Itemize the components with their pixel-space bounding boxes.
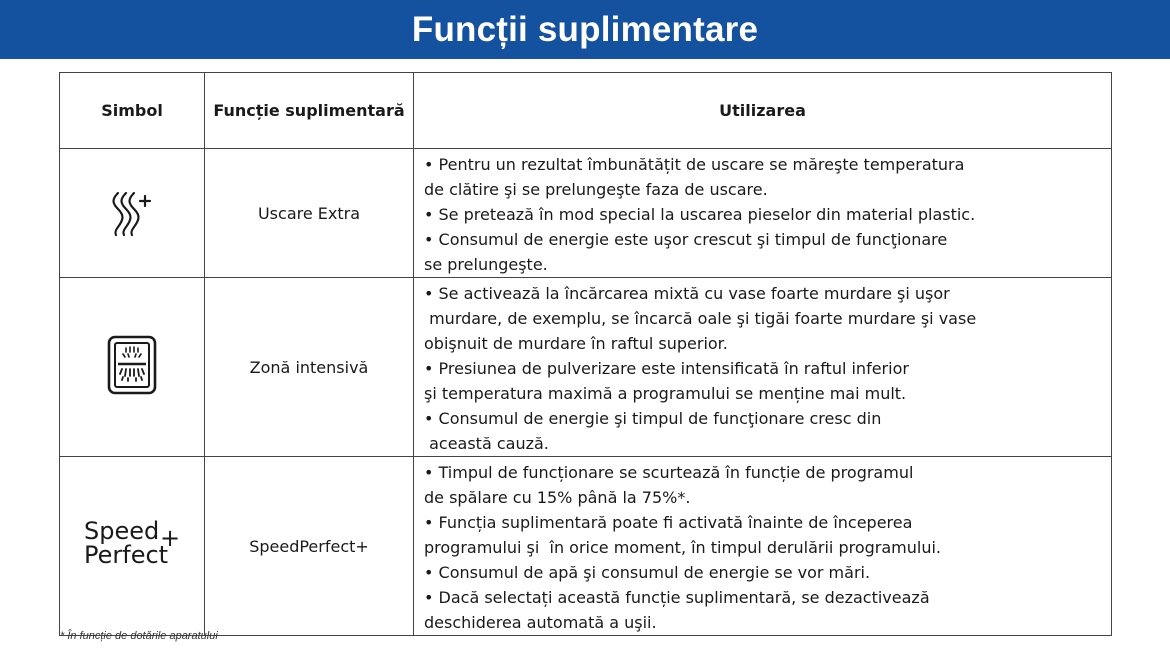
speedperfect-icon-word-speed: Speed [84, 516, 160, 545]
title-banner [0, 0, 1170, 59]
usage-line: • Presiunea de pulverizare este intensificată în raftul inferior [424, 359, 909, 378]
usage-cell [414, 457, 1112, 636]
usage-line: se prelungeşte. [424, 255, 548, 274]
usage-line: • Consumul de energie este uşor crescut şi timpul de funcţionare [424, 230, 948, 249]
function-name: Zonă intensivă [205, 278, 414, 457]
intensive-zone-icon [106, 383, 158, 400]
usage-line: această cauză. [424, 434, 549, 453]
usage-line: de clătire şi se prelungeşte faza de uscare. [424, 180, 768, 199]
table-row [60, 149, 1112, 278]
speedperfect-icon [84, 518, 180, 570]
extra-dry-icon [102, 228, 162, 245]
usage-line: obişnuit de murdare în raftul superior. [424, 334, 728, 353]
usage-line: • Dacă selectați această funcție suplimentară, se dezactivează [424, 588, 930, 607]
table-header-row [60, 73, 1112, 149]
function-name: Uscare Extra [205, 149, 414, 278]
speedperfect-icon-plus: + [160, 523, 181, 552]
usage-line: murdare, de exemplu, se încarcă oale şi tigăi foarte murdare şi vase [424, 309, 977, 328]
symbol-cell [60, 149, 205, 278]
usage-line: • Se activează la încărcarea mixtă cu vase foarte murdare şi uşor [424, 284, 950, 303]
table-row [60, 457, 1112, 636]
usage-line: • Pentru un rezultat îmbunătățit de uscare se măreşte temperatura [424, 155, 965, 174]
functions-table [59, 72, 1112, 636]
header-function: Funcție suplimentară [205, 73, 414, 149]
usage-cell [414, 149, 1112, 278]
usage-line: şi temperatura maximă a programului se menține mai mult. [424, 384, 907, 403]
usage-line: • Se pretează în mod special la uscarea pieselor din material plastic. [424, 205, 976, 224]
usage-line: programului şi în orice moment, în timpul derulării programului. [424, 538, 941, 557]
header-usage: Utilizarea [414, 73, 1112, 149]
symbol-cell [60, 457, 205, 636]
header-symbol: Simbol [60, 73, 205, 149]
footnote: * În funcție de dotările aparatului [60, 630, 218, 642]
symbol-cell [60, 278, 205, 457]
speedperfect-icon-word-perfect: Perfect [84, 540, 169, 569]
usage-line: de spălare cu 15% până la 75%*. [424, 488, 691, 507]
usage-line: • Consumul de energie şi timpul de funcţionare cresc din [424, 409, 882, 428]
table-row [60, 278, 1112, 457]
usage-cell [414, 278, 1112, 457]
usage-line: • Timpul de funcționare se scurtează în funcție de programul [424, 463, 914, 482]
usage-line: deschiderea automată a uşii. [424, 613, 657, 632]
usage-line: • Consumul de apă şi consumul de energie se vor mări. [424, 563, 871, 582]
function-name: SpeedPerfect+ [205, 457, 414, 636]
page-title: Funcții suplimentare [411, 9, 759, 49]
usage-line: • Funcția suplimentară poate fi activată înainte de începerea [424, 513, 913, 532]
